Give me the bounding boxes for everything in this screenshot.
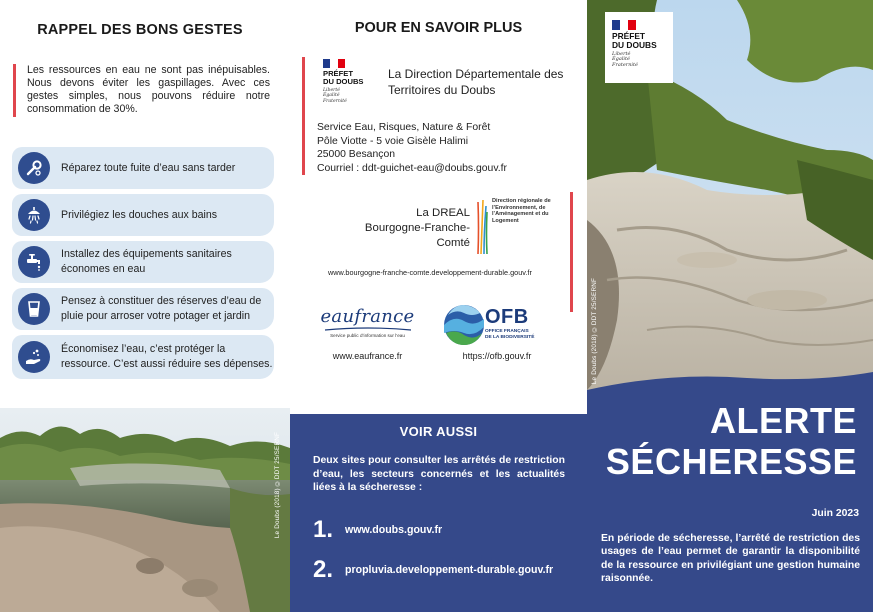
ofb-wordmark: OFB — [485, 306, 529, 328]
tip-text: Privilégiez les douches aux bains — [61, 208, 218, 221]
tip-text: Économisez l’eau, c’est protéger la ressource. C’est aussi réduire ses dépenses. — [61, 343, 273, 370]
eaufrance-link[interactable]: www.eaufrance.fr — [332, 351, 403, 361]
voir-aussi-section — [290, 414, 587, 612]
publication-date: Juin 2023 — [811, 508, 859, 519]
photo-credit: Le Doubs (2018) ©DDT 25/SERNF — [274, 432, 281, 539]
panel-rappel — [0, 0, 290, 612]
prefet-logo: PRÉFET DU DOUBS Liberté Égalité Fraternité — [323, 59, 375, 104]
glass-icon — [18, 293, 50, 325]
panel-cover — [587, 0, 873, 612]
tip-text: Pensez à constituer des réserves d’eau de pluie pour arroser votre potager et jardin — [61, 295, 262, 322]
section-title-savoir-plus: POUR EN SAVOIR PLUS — [354, 20, 523, 36]
marianne-flag-icon — [323, 59, 345, 68]
faucet-icon — [18, 246, 50, 278]
tip-item — [12, 288, 274, 330]
marianne-flag-icon — [612, 20, 636, 30]
cover-title: ALERTE SÉCHERESSE — [605, 400, 857, 483]
dreal-link[interactable]: www.bourgogne-franche-comte.developpement-durable.gouv.fr — [328, 268, 532, 277]
section-title-rappel: RAPPEL DES BONS GESTES — [37, 22, 243, 38]
dreal-description: Direction régionale de l’Environnement, de l’Aménagement et du Logement — [492, 198, 551, 224]
tips-list — [12, 147, 274, 384]
panel-savoir-plus — [290, 0, 587, 612]
tip-text: Installez des équipements sanitaires économes en eau — [61, 248, 232, 275]
dry-riverbed-photo — [587, 0, 873, 612]
tip-item — [12, 335, 274, 379]
ddt-name: La Direction Départementale des Territoires du Doubs — [388, 67, 564, 97]
photo-credit: Le Doubs (2018) ©DDT 25/SERNF — [591, 278, 598, 385]
river-photo — [0, 408, 290, 612]
voir-aussi-item — [313, 516, 442, 544]
tip-item — [12, 147, 274, 189]
ddt-address: Service Eau, Risques, Nature & Forêt Pôle Viotte - 5 voie Gisèle Halimi 25000 Besançon Courriel : ddt-guichet-eau@doubs.gouv.fr — [317, 122, 507, 174]
doubs-gouv-link[interactable]: www.doubs.gouv.fr — [345, 524, 443, 536]
prefet-logo: PRÉFET DU DOUBS Liberté Égalité Fraternité — [605, 12, 673, 83]
voir-aussi-intro: Deux sites pour consulter les arrêtés de restriction d’eau, les secteurs concernés et les actualités liées à la sécheresse : — [313, 455, 565, 494]
voir-aussi-title: VOIR AUSSI — [399, 424, 478, 439]
intro-text: Les ressources en eau ne sont pas inépuisables. Nous devons éviter les gaspillages. Avec ces gestes simples, nous pouvons réduire notre consommation de 30%. — [13, 64, 270, 117]
tip-text: Réparez toute fuite d’eau sans tarder — [61, 161, 236, 174]
wrench-icon — [18, 152, 50, 184]
dreal-logo-icon — [476, 198, 488, 254]
shower-icon — [18, 199, 50, 231]
ddt-email[interactable]: Courriel : ddt-guichet-eau@doubs.gouv.fr — [317, 162, 507, 174]
tip-item — [12, 194, 274, 236]
voir-aussi-item — [313, 556, 553, 584]
tip-item — [12, 241, 274, 283]
cover-body-text: En période de sécheresse, l’arrêté de restriction des usages de l’eau permet de garantir la disponibilité de la ressource en privilégiant une gestion humaine raisonnée. — [601, 533, 860, 584]
watering-hand-icon — [18, 341, 50, 373]
ddt-contact-block — [302, 57, 572, 175]
ofb-subtitle: OFFICE FRANÇAIS DE LA BIODIVERSITÉ — [485, 329, 535, 340]
propluvia-link[interactable]: propluvia.developpement-durable.gouv.fr — [345, 564, 554, 576]
ofb-link[interactable]: https://ofb.gouv.fr — [462, 351, 532, 361]
dreal-block — [300, 192, 573, 312]
item-number: 1. — [313, 516, 334, 543]
item-number: 2. — [313, 556, 334, 583]
eaufrance-logo: eaufrance Service public d’information sur l’eau — [320, 306, 415, 338]
dreal-name: La DREAL Bourgogne-Franche-Comté — [364, 207, 470, 249]
